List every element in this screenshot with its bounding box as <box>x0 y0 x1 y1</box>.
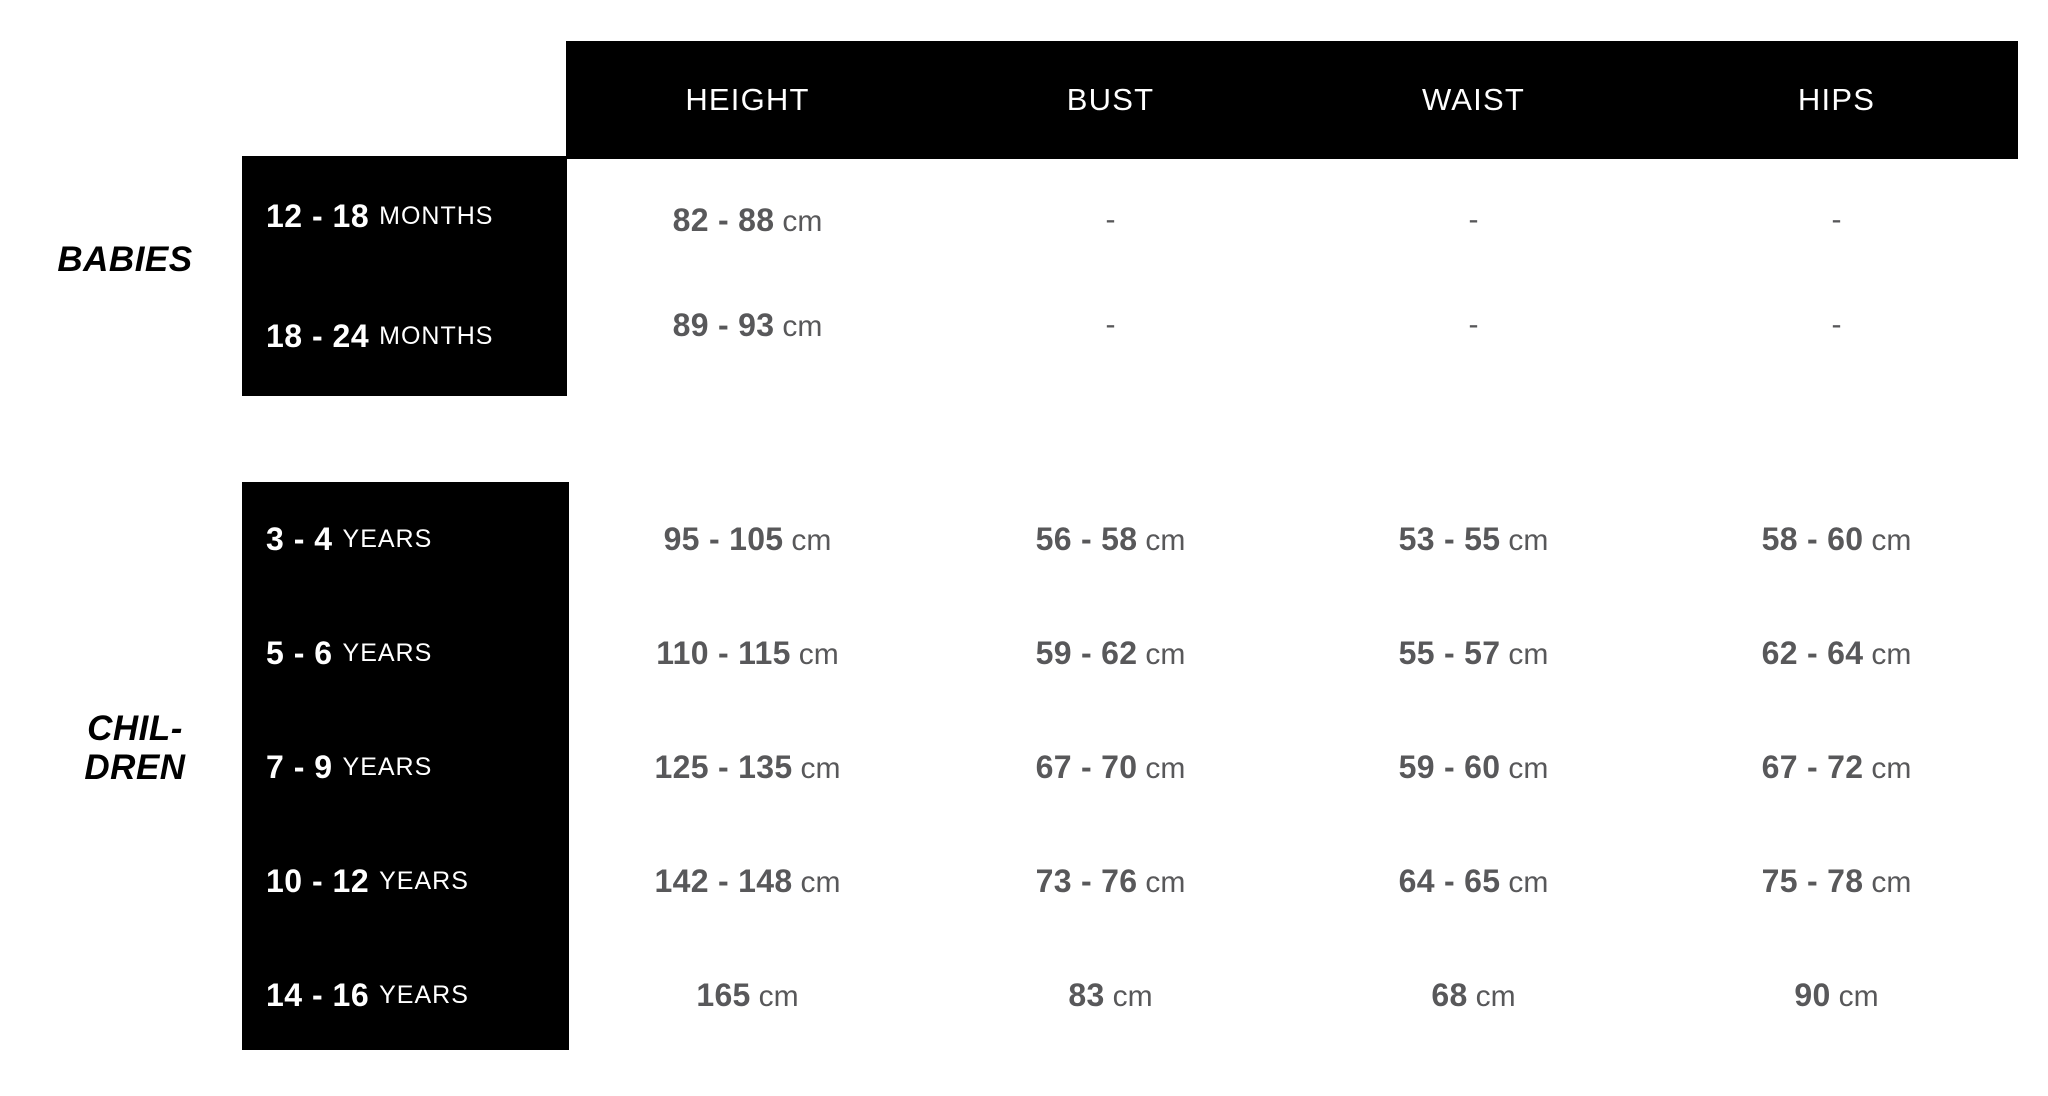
cell-height-unit: cm <box>798 637 839 671</box>
cell-hips-unit: cm <box>1838 979 1879 1013</box>
cell-bust: - <box>1105 308 1116 341</box>
size-row-12-18-months <box>242 156 567 276</box>
cell-height-value: 165 <box>696 976 751 1013</box>
cell-hips-unit: cm <box>1871 751 1912 785</box>
cell-hips-value: 58 - 60 <box>1761 520 1864 557</box>
size-value: 14 - 16 <box>266 976 370 1013</box>
cell-waist-unit: cm <box>1508 751 1549 785</box>
cell-bust <box>929 977 1292 1014</box>
size-unit: YEARS <box>379 866 469 895</box>
cell-height <box>566 521 929 558</box>
measurement-row-7-9-years <box>566 747 2018 787</box>
cell-height-unit: cm <box>800 751 841 785</box>
cell-height-value: 125 - 135 <box>654 748 793 785</box>
cell-bust-unit: cm <box>1145 865 1186 899</box>
cell-waist <box>1292 749 1655 786</box>
measurement-row-18-24-months <box>566 305 2018 345</box>
cell-bust: - <box>1105 203 1116 236</box>
cell-hips: - <box>1831 308 1842 341</box>
cell-hips-value: 75 - 78 <box>1761 862 1864 899</box>
cell-height <box>566 863 929 900</box>
babies-size-block <box>242 156 567 396</box>
cell-hips-value: 67 - 72 <box>1761 748 1864 785</box>
size-unit: MONTHS <box>379 201 494 230</box>
cell-hips: - <box>1831 203 1842 236</box>
size-value: 5 - 6 <box>266 634 333 671</box>
cell-waist-value: 55 - 57 <box>1398 634 1501 671</box>
measurement-row-3-4-years <box>566 519 2018 559</box>
cell-bust-value: 56 - 58 <box>1035 520 1138 557</box>
table-header-row <box>566 41 2018 159</box>
cell-waist-value: 64 - 65 <box>1398 862 1501 899</box>
size-value: 18 - 24 <box>266 317 370 354</box>
cell-waist <box>1292 863 1655 900</box>
cell-waist <box>1292 635 1655 672</box>
cell-hips <box>1655 749 2018 786</box>
measurement-row-12-18-months <box>566 200 2018 240</box>
cell-bust <box>929 635 1292 672</box>
cell-height-value: 142 - 148 <box>654 862 793 899</box>
cell-height <box>566 202 929 239</box>
cell-bust <box>929 749 1292 786</box>
cell-height <box>566 635 929 672</box>
children-size-block <box>242 482 569 1050</box>
cell-hips-value: 90 <box>1794 976 1831 1013</box>
group-label-children-line2: DREN <box>84 748 186 788</box>
measurement-row-10-12-years <box>566 861 2018 901</box>
cell-hips-value: 62 - 64 <box>1761 634 1864 671</box>
group-label-children <box>30 709 240 787</box>
cell-hips-unit: cm <box>1871 865 1912 899</box>
size-value: 3 - 4 <box>266 520 333 557</box>
cell-waist: - <box>1468 308 1479 341</box>
size-unit: YEARS <box>342 638 433 667</box>
group-label-babies: BABIES <box>57 240 193 279</box>
cell-waist: - <box>1468 203 1479 236</box>
cell-height-value: 95 - 105 <box>663 520 784 557</box>
cell-bust-value: 59 - 62 <box>1035 634 1138 671</box>
cell-height <box>566 307 929 344</box>
cell-bust-unit: cm <box>1145 637 1186 671</box>
measurement-row-14-16-years <box>566 975 2018 1015</box>
cell-waist-unit: cm <box>1508 865 1549 899</box>
cell-bust-unit: cm <box>1145 523 1186 557</box>
cell-hips <box>1655 863 2018 900</box>
cell-height-value: 89 - 93 <box>672 306 775 343</box>
cell-height-value: 110 - 115 <box>656 634 791 671</box>
cell-hips-unit: cm <box>1871 523 1912 557</box>
cell-height <box>566 977 929 1014</box>
cell-waist <box>1292 977 1655 1014</box>
cell-height <box>566 749 929 786</box>
column-header-hips: HIPS <box>1797 82 1876 117</box>
cell-bust <box>929 521 1292 558</box>
cell-waist-value: 53 - 55 <box>1398 520 1501 557</box>
size-row-7-9-years <box>242 710 569 824</box>
cell-waist-value: 68 <box>1431 976 1468 1013</box>
cell-bust-value: 83 <box>1068 976 1105 1013</box>
cell-height-unit: cm <box>758 979 799 1013</box>
column-header-bust: BUST <box>1066 82 1155 117</box>
column-header-waist: WAIST <box>1421 82 1525 117</box>
cell-height-unit: cm <box>791 523 832 557</box>
size-row-18-24-months <box>242 276 567 396</box>
cell-waist-unit: cm <box>1508 637 1549 671</box>
group-label-children-line1: CHIL- <box>87 709 183 748</box>
cell-bust-unit: cm <box>1112 979 1153 1013</box>
column-header-height: HEIGHT <box>685 82 810 117</box>
cell-height-unit: cm <box>782 309 823 343</box>
cell-hips <box>1655 521 2018 558</box>
cell-height-unit: cm <box>800 865 841 899</box>
cell-hips-unit: cm <box>1871 637 1912 671</box>
size-row-3-4-years <box>242 482 569 596</box>
cell-waist-value: 59 - 60 <box>1398 748 1501 785</box>
size-unit: YEARS <box>379 980 469 1009</box>
cell-bust-value: 73 - 76 <box>1035 862 1138 899</box>
cell-hips <box>1655 977 2018 1014</box>
cell-waist <box>1292 521 1655 558</box>
cell-bust-unit: cm <box>1145 751 1186 785</box>
size-value: 7 - 9 <box>266 748 333 785</box>
size-value: 12 - 18 <box>266 197 370 234</box>
size-unit: MONTHS <box>379 321 494 350</box>
cell-hips <box>1655 635 2018 672</box>
size-value: 10 - 12 <box>266 862 370 899</box>
size-row-14-16-years <box>242 938 569 1052</box>
size-unit: YEARS <box>342 524 433 553</box>
size-unit: YEARS <box>342 752 433 781</box>
cell-bust-value: 67 - 70 <box>1035 748 1138 785</box>
size-row-5-6-years <box>242 596 569 710</box>
cell-bust <box>929 863 1292 900</box>
cell-height-unit: cm <box>782 204 823 238</box>
cell-height-value: 82 - 88 <box>672 201 775 238</box>
size-row-10-12-years <box>242 824 569 938</box>
measurement-row-5-6-years <box>566 633 2018 673</box>
cell-waist-unit: cm <box>1508 523 1549 557</box>
cell-waist-unit: cm <box>1475 979 1516 1013</box>
